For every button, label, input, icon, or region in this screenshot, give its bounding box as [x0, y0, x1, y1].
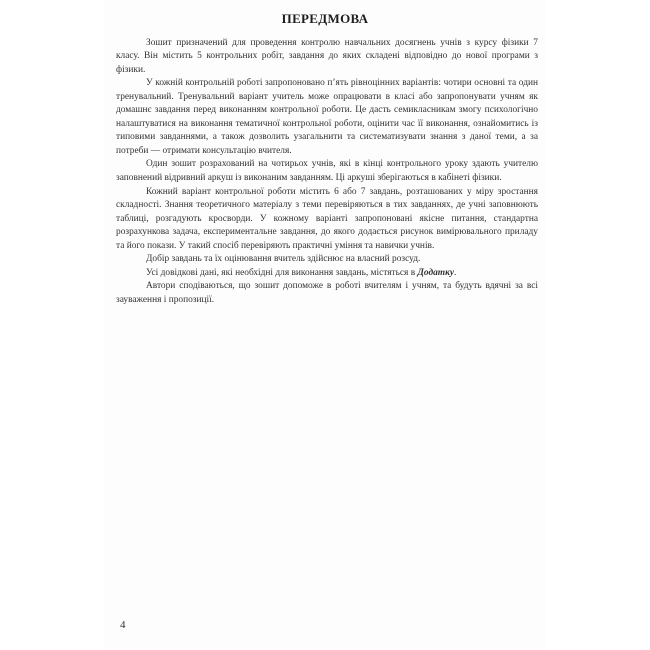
paragraph-structure: Кожний варіант контрольної роботи містить 6 або 7 завдань, розташованих у міру зростання складності. Знання теоретичного матеріалу з теми перевіряються в тих завданнях, де учні заповнюють таблиці, розгадують кросворди. У кожному варіанті запропоновані якісне питання, стандартна розрахункова задача, експериментальне завдання, до якого додається рисунок вимірювального приладу та його покази. У такий спосіб перевіряють практичні уміння та навички учнів. — [116, 186, 538, 251]
paragraph-purpose: Зошит призначений для проведення контролю навчальних досягнень учнів з курсу фізики 7 класу. Він містить 5 контрольних робіт, завдання до яких складені відповідно до нової програми з фізики. — [116, 37, 538, 75]
paragraph-appendix — [116, 267, 538, 281]
paragraph-variants: У кожній контрольній роботі запропоновано п’ять рівноцінних варіантів: чотири основні та один тренувальний. Тренувальний варіант учитель може опрацювати в класі або запропонувати учням як домашнє завдання перед виконанням контрольної роботи. Це дасть семикласникам змогу психологічно налаштуватися на виконання тематичної контрольної роботи, оцінити час її виконання, ознайомитись із типовими завданнями, а також дозволить узагальнити та систематизувати знання з даної теми, а за потреби — отримати консультацію вчителя. — [116, 78, 538, 156]
appendix-reference: Додатку — [417, 267, 454, 278]
paragraph-usage: Один зошит розрахований на чотирьох учнів, які в кінці контрольного уроку здають учителю заповнений відривний аркуш із виконаним завданням. Ці аркуші зберігаються в кабінеті фізики. — [116, 159, 538, 183]
page-title: ПЕРЕДМОВА — [281, 11, 369, 26]
preface-body — [116, 37, 538, 308]
book-page — [104, 0, 546, 650]
paragraph-closing: Автори сподіваються, що зошит допоможе в роботі вчителям і учням, та будуть вдячні за всі зауваження і пропозиції. — [116, 281, 538, 305]
page-number: 4 — [120, 619, 126, 631]
paragraph-grading: Добір завдань та їх оцінювання вчитель здійснює на власний розсуд. — [146, 254, 421, 265]
appendix-text-before: Усі довідкові дані, які необхідні для виконання завдань, містяться в — [146, 267, 418, 278]
appendix-text-after: . — [454, 267, 457, 278]
